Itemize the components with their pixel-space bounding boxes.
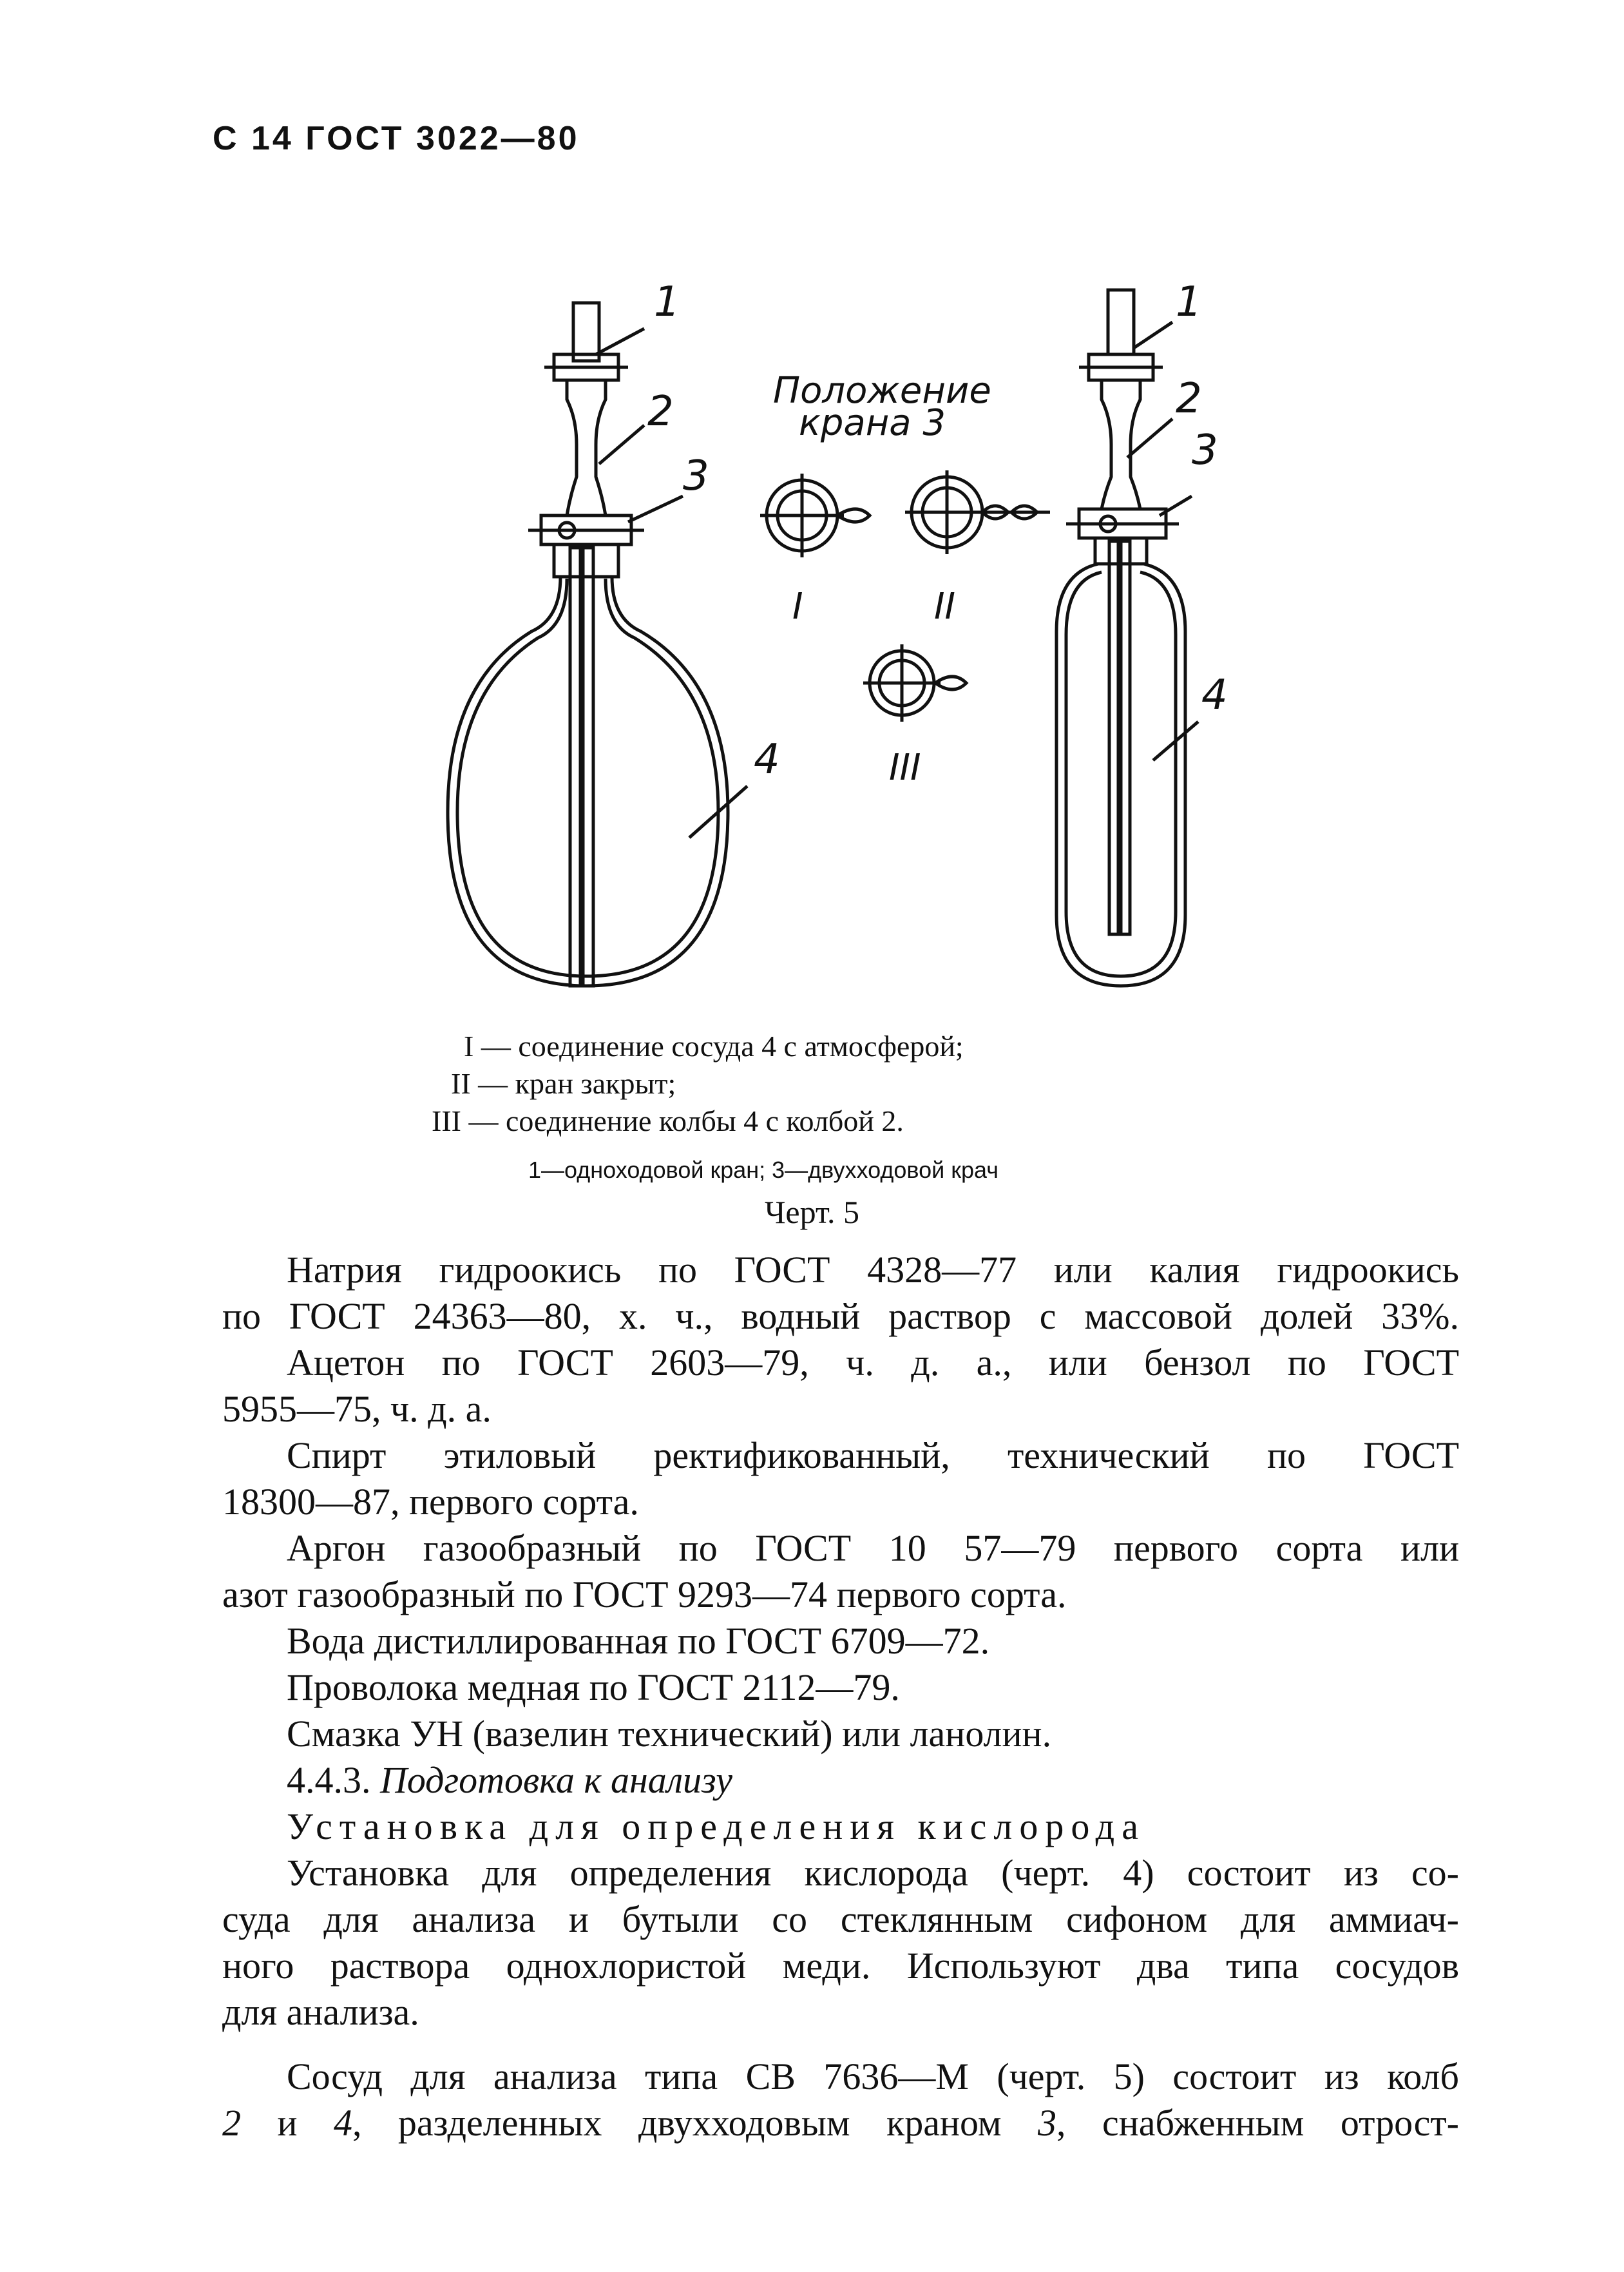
position-label-2: II [934,586,956,628]
figure-callout: 1—одноходовой кран; 3—двухходовой крач [528,1157,998,1183]
section-number: 4.4.3. [287,1759,371,1801]
label-4-right: 4 [1201,671,1228,719]
text-line: Смазка УН (вазелин технический) или ланолин. [287,1713,1052,1755]
left-vessel [448,303,747,986]
text-line: азот газообразный по ГОСТ 9293—74 первого сорта. [222,1574,1067,1615]
ref-flask-2: 2 [222,2102,241,2144]
tap-caption-line1: Положение [773,370,991,412]
text-fragment: , снабженным отрост- [1056,2102,1459,2144]
legend-item-1: I — соединение сосуда 4 с атмосферой; [464,1030,964,1063]
text-line: 18300—87, первого сорта. [222,1481,639,1523]
tap-position-2 [905,470,1050,554]
ref-tap-3: 3 [1038,2102,1057,2144]
text-fragment: и [241,2102,334,2144]
text-line: Аргон газообразный по ГОСТ 10 57—79 первого сорта или [287,1527,1459,1569]
position-label-1: I [792,586,803,628]
text-line-mixed [222,2100,1459,2146]
legend-item-3: III — соединение колбы 4 с колбой 2. [432,1104,904,1137]
figure-apparatus [412,271,1507,1031]
text-line: по ГОСТ 24363—80, х. ч., водный раствор с массовой долей 33%. [222,1295,1459,1337]
figure-legend [387,1028,964,1140]
legend-item-2: II — кран закрыт; [451,1067,676,1100]
text-fragment: , разделенных двухходовым краном [352,2102,1038,2144]
apparatus-drawing [412,271,1507,1031]
tap-position-1 [760,474,870,557]
label-1-left: 1 [654,278,680,326]
text-line: Сосуд для анализа типа СВ 7636—М (черт. 5) состоит из колб [287,2055,1459,2097]
text-line: Спирт этиловый ректификованный, технический по ГОСТ [287,1434,1459,1476]
label-1-right: 1 [1176,278,1202,326]
label-2-left: 2 [647,388,674,436]
text-line: 5955—75, ч. д. а. [222,1388,492,1430]
subheading: Установка для определения кислорода [287,1805,1145,1847]
text-line: Проволока медная по ГОСТ 2112—79. [287,1666,900,1708]
label-2-right: 2 [1176,375,1202,423]
page-header: С 14 ГОСТ 3022—80 [213,120,580,157]
section-heading [222,1757,1459,1804]
text-line: Вода дистиллированная по ГОСТ 6709—72. [287,1620,990,1662]
ref-flask-4: 4 [333,2102,352,2144]
label-3-right: 3 [1192,427,1218,474]
position-label-3: III [889,747,921,789]
label-4-left: 4 [754,736,780,784]
text-line: ного раствора однохлористой меди. Используют два типа сосудов [222,1945,1459,1987]
tap-caption-line2: крана 3 [799,402,946,444]
text-line: Ацетон по ГОСТ 2603—79, ч. д. а., или бензол по ГОСТ [287,1342,1459,1383]
section-title: Подготовка к анализу [380,1759,733,1801]
tap-position-3 [863,644,966,722]
text-line: Натрия гидроокись по ГОСТ 4328—77 или калия гидроокись [287,1249,1459,1291]
figure-number: Черт. 5 [764,1194,860,1230]
text-line: для анализа. [222,1991,419,2033]
text-line: Установка для определения кислорода (черт. 4) состоит из со- [287,1852,1459,1894]
label-3-left: 3 [683,452,709,500]
text-line: суда для анализа и бутыли со стеклянным сифоном для аммиач- [222,1898,1459,1940]
body-text [222,1247,1459,2146]
